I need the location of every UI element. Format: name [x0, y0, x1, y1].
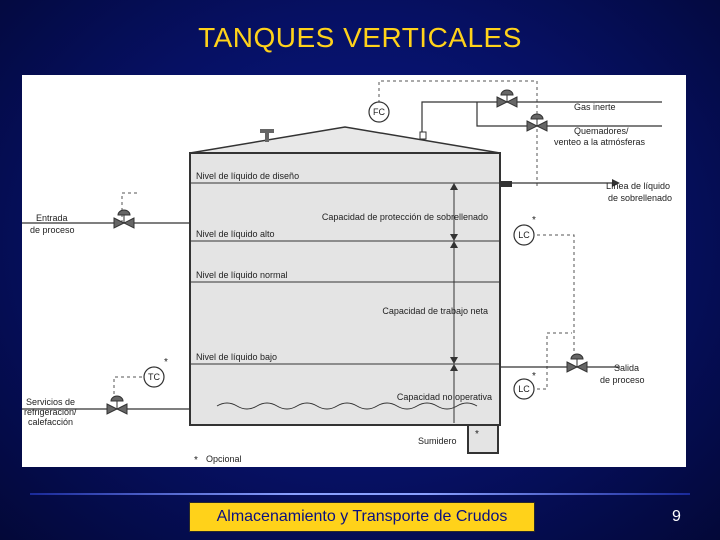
high-level-label: Nivel de líquido alto — [196, 229, 275, 239]
footer-text: Almacenamiento y Transporte de Crudos — [216, 508, 508, 525]
tank-roof — [190, 127, 500, 153]
inlet-label-2: de proceso — [30, 225, 75, 235]
legend-asterisk: * — [194, 455, 198, 466]
outlet-label-1: Salida — [614, 363, 640, 373]
burners-label-2: venteo a la atmósferas — [554, 137, 646, 147]
page-number: 9 — [672, 508, 681, 525]
tank-diagram — [22, 75, 686, 467]
lc-top-label: LC — [518, 230, 530, 240]
footer-box — [189, 502, 535, 532]
gas-inert-label: Gas inerte — [574, 102, 616, 112]
lc-bottom-label: LC — [518, 384, 530, 394]
lc-top-asterisk: * — [532, 215, 536, 226]
sump-asterisk: * — [475, 429, 479, 440]
services-label-3: calefacción — [28, 417, 74, 427]
tc-label: TC — [148, 372, 160, 382]
slide-title: TANQUES VERTICALES — [198, 22, 522, 53]
overfill-capacity-label: Capacidad de protección de sobrellenado — [321, 212, 488, 222]
sump-label: Sumidero — [418, 436, 457, 446]
lc-bottom-asterisk: * — [532, 371, 536, 382]
services-label-1: Servicios de — [26, 397, 76, 407]
roof-vent-stem — [265, 133, 269, 142]
inlet-label-1: Entrada — [36, 213, 68, 223]
roof-vent — [260, 129, 274, 133]
outlet-valve — [567, 354, 587, 372]
burners-label-1: Quemadores/ — [574, 126, 629, 136]
gas-inert-valve — [497, 90, 517, 107]
burners-valve — [527, 114, 547, 131]
footer-divider — [30, 493, 690, 495]
overfill-line-label-2: de sobrellenado — [608, 193, 673, 203]
sump-box — [468, 425, 498, 453]
lc-top-signal-line — [537, 235, 574, 353]
tank-diagram-svg — [22, 75, 686, 467]
tc-asterisk: * — [164, 357, 168, 368]
burners-line — [477, 102, 662, 126]
overfill-line-label-1: Línea de líquido — [606, 181, 671, 191]
working-capacity-label: Capacidad de trabajo neta — [382, 306, 488, 316]
fc-label: FC — [373, 107, 385, 117]
roof-nozzle — [420, 132, 426, 139]
optional-label: Opcional — [206, 454, 242, 464]
non-operative-capacity-label: Capacidad no operativa — [396, 392, 492, 402]
inlet-valve — [114, 210, 134, 228]
design-level-label: Nivel de líquido de diseño — [196, 171, 300, 181]
normal-level-label: Nivel de líquido normal — [196, 270, 288, 280]
lc-bottom-signal-line — [537, 333, 572, 389]
outlet-label-2: de proceso — [600, 375, 645, 385]
services-label-2: refrigeración/ — [24, 407, 77, 417]
overfill-nozzle — [500, 181, 512, 187]
services-valve — [107, 396, 127, 414]
low-level-label: Nivel de líquido bajo — [196, 352, 278, 362]
